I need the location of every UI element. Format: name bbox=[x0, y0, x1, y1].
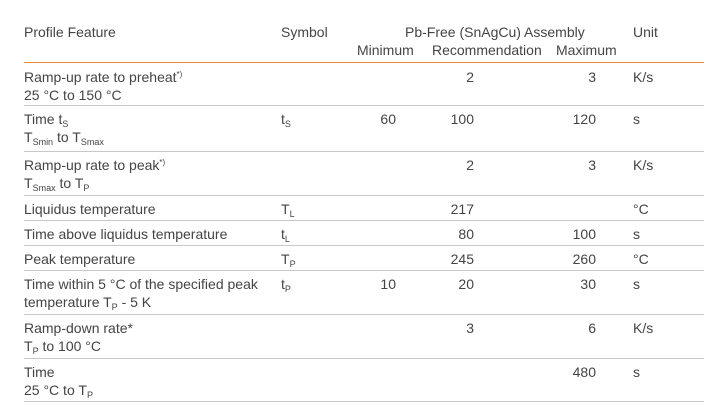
feature-cell: Time 25 °C to $T_P$ bbox=[24, 364, 93, 400]
minimum-cell: 60 bbox=[380, 111, 396, 127]
symbol-cell: $t_L$ bbox=[281, 226, 290, 244]
recommendation-cell: 245 bbox=[450, 251, 474, 267]
header-unit: Unit bbox=[633, 24, 658, 40]
table-header bbox=[24, 20, 704, 63]
symbol-cell: $t_S$ bbox=[281, 111, 291, 129]
maximum-cell: 3 bbox=[588, 69, 596, 85]
header-recommendation: Recommendation bbox=[432, 42, 542, 58]
recommendation-cell: 2 bbox=[466, 69, 474, 85]
maximum-cell: 120 bbox=[572, 111, 596, 127]
symbol-cell: $T_P$ bbox=[281, 251, 296, 269]
unit-cell: K/s bbox=[633, 320, 654, 336]
table-row bbox=[24, 105, 704, 152]
symbol-cell: $t_P$ bbox=[281, 276, 291, 294]
feature-cell: Ramp-down rate* $T_P$ to 100 °C bbox=[24, 320, 133, 356]
header-minimum: Minimum bbox=[357, 42, 414, 58]
feature-cell: Ramp-up rate to peak*) $T_{Smax}$ to $T_P$ bbox=[24, 157, 166, 193]
feature-cell: Time within 5 °C of the specified peak temperature $T_P - 5$ K bbox=[24, 276, 258, 312]
table-row bbox=[24, 245, 704, 271]
feature-cell: Time above liquidus temperature bbox=[24, 226, 228, 242]
recommendation-cell: 2 bbox=[466, 157, 474, 173]
recommendation-cell: 20 bbox=[458, 276, 474, 292]
feature-cell: Liquidus temperature bbox=[24, 201, 156, 217]
table-row bbox=[24, 195, 704, 221]
feature-cell: Peak temperature bbox=[24, 251, 136, 267]
header-maximum: Maximum bbox=[556, 42, 617, 58]
table-row bbox=[24, 220, 704, 246]
unit-cell: °C bbox=[633, 251, 649, 267]
feature-cell: Ramp-up rate to preheat*) 25 °C to 150 °C bbox=[24, 69, 183, 103]
recommendation-cell: 217 bbox=[450, 201, 474, 217]
header-profile-feature: Profile Feature bbox=[24, 24, 116, 40]
maximum-cell: 480 bbox=[572, 364, 596, 380]
recommendation-cell: 80 bbox=[458, 226, 474, 242]
minimum-cell: 10 bbox=[380, 276, 396, 292]
unit-cell: °C bbox=[633, 201, 649, 217]
table-row bbox=[24, 63, 704, 106]
unit-cell: s bbox=[633, 364, 640, 380]
header-symbol: Symbol bbox=[281, 24, 328, 40]
recommendation-cell: 100 bbox=[450, 111, 474, 127]
table-row bbox=[24, 270, 704, 315]
maximum-cell: 100 bbox=[572, 226, 596, 242]
table-row bbox=[24, 151, 704, 196]
unit-cell: s bbox=[633, 226, 640, 242]
maximum-cell: 30 bbox=[580, 276, 596, 292]
table-row bbox=[24, 358, 704, 402]
table-row bbox=[24, 314, 704, 359]
unit-cell: s bbox=[633, 276, 640, 292]
header-assembly-group: Pb-Free (SnAgCu) Assembly bbox=[405, 24, 585, 40]
unit-cell: s bbox=[633, 111, 640, 127]
unit-cell: K/s bbox=[633, 157, 654, 173]
symbol-cell: $T_L$ bbox=[281, 201, 295, 219]
recommendation-cell: 3 bbox=[466, 320, 474, 336]
unit-cell: K/s bbox=[633, 69, 654, 85]
maximum-cell: 3 bbox=[588, 157, 596, 173]
maximum-cell: 260 bbox=[572, 251, 596, 267]
maximum-cell: 6 bbox=[588, 320, 596, 336]
feature-cell: Time $t_S$ $T_{Smin}$ to $T_{Smax}$ bbox=[24, 111, 104, 147]
